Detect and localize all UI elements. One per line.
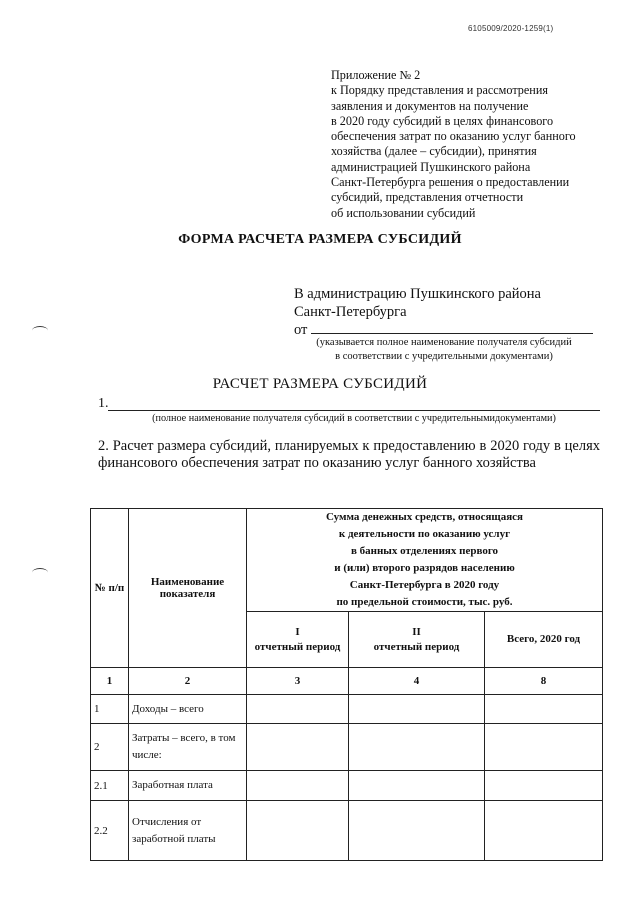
row-name: Доходы – всего bbox=[129, 695, 247, 724]
item1-fill-line[interactable] bbox=[108, 410, 600, 411]
from-label: от bbox=[294, 322, 308, 338]
annex-line: заявления и документов на получение bbox=[331, 98, 529, 113]
sum-header-line: в банных отделениях первого bbox=[350, 545, 499, 557]
item1-note: (полное наименование получателя субсидий в соответствии с учредительнымидокументами) bbox=[152, 413, 556, 424]
sum-header-line: Санкт-Петербурга в 2020 году bbox=[349, 579, 500, 591]
annex-line: обеспечения затрат по оказанию услуг банного bbox=[331, 129, 576, 144]
annex-line: Приложение № 2 bbox=[331, 68, 421, 82]
value-cell[interactable] bbox=[349, 695, 485, 724]
row-name: Затраты – всего, в том числе: bbox=[129, 724, 247, 771]
annex-line: в 2020 году субсидий в целях финансового bbox=[331, 113, 554, 128]
row-number: 1 bbox=[91, 695, 129, 724]
annex-line: об использовании субсидий bbox=[331, 205, 476, 220]
value-cell[interactable] bbox=[349, 801, 485, 861]
value-cell[interactable] bbox=[247, 771, 349, 801]
address-line: В администрацию Пушкинского района bbox=[294, 286, 541, 302]
annex-line: хозяйства (далее – субсидии), принятия bbox=[331, 144, 537, 159]
value-cell[interactable] bbox=[349, 724, 485, 771]
sum-header-line: к деятельности по оказанию услуг bbox=[338, 528, 511, 540]
sum-header-line: по предельной стоимости, тыс. руб. bbox=[336, 596, 513, 608]
header-name: Наименование показателя bbox=[129, 509, 247, 668]
period-roman: II bbox=[412, 625, 421, 638]
period-label: отчетный период bbox=[373, 640, 460, 653]
row-number: 2.1 bbox=[91, 771, 129, 801]
col-number: 8 bbox=[485, 668, 603, 695]
col-number: 3 bbox=[247, 668, 349, 695]
value-cell[interactable] bbox=[247, 801, 349, 861]
value-cell[interactable] bbox=[247, 724, 349, 771]
annex-line: Санкт-Петербурга решения о предоставлении bbox=[331, 175, 570, 190]
period-roman: I bbox=[295, 625, 300, 638]
item2-paragraph: 2. Расчет размера субсидий, планируемых к предоставлению в 2020 году в целях финансового обеспечения затрат по оказанию услуг банного хозяйства bbox=[98, 438, 600, 471]
row-number: 2.2 bbox=[91, 801, 129, 861]
sum-header-line: Сумма денежных средств, относящаяся bbox=[325, 511, 524, 523]
address-note bbox=[294, 336, 594, 364]
col-number: 2 bbox=[129, 668, 247, 695]
address-block bbox=[294, 285, 593, 339]
value-cell[interactable] bbox=[485, 695, 603, 724]
punch-hole-mark bbox=[32, 326, 48, 335]
punch-hole-mark bbox=[32, 568, 48, 577]
address-line: Санкт-Петербурга bbox=[294, 304, 407, 320]
header-period-2 bbox=[349, 612, 485, 668]
header-period-1 bbox=[247, 612, 349, 668]
table-row bbox=[91, 724, 603, 771]
value-cell[interactable] bbox=[349, 771, 485, 801]
row-number: 2 bbox=[91, 724, 129, 771]
annex-line: к Порядку представления и рассмотрения bbox=[331, 83, 548, 98]
annex-header bbox=[331, 68, 631, 221]
note-line: (указывается полное наименование получателя субсидий bbox=[316, 337, 572, 348]
table-row bbox=[91, 771, 603, 801]
annex-line: администрацией Пушкинского района bbox=[331, 159, 531, 174]
recipient-name-field[interactable] bbox=[311, 321, 593, 334]
row-name: Отчисления от заработной платы bbox=[129, 801, 247, 861]
col-number: 4 bbox=[349, 668, 485, 695]
header-total: Всего, 2020 год bbox=[485, 612, 603, 668]
col-number: 1 bbox=[91, 668, 129, 695]
value-cell[interactable] bbox=[485, 801, 603, 861]
value-cell[interactable] bbox=[485, 724, 603, 771]
document-id: 6105009/2020-1259(1) bbox=[468, 24, 554, 33]
table-row bbox=[91, 695, 603, 724]
value-cell[interactable] bbox=[247, 695, 349, 724]
annex-line: субсидий, представления отчетности bbox=[331, 190, 524, 205]
form-title: ФОРМА РАСЧЕТА РАЗМЕРА СУБСИДИЙ bbox=[178, 232, 462, 247]
item1-number: 1. bbox=[98, 396, 109, 411]
calculation-title: РАСЧЕТ РАЗМЕРА СУБСИДИЙ bbox=[212, 376, 428, 392]
row-name: Заработная плата bbox=[129, 771, 247, 801]
note-line: в соответствии с учредительными документами) bbox=[335, 351, 553, 362]
header-sum bbox=[247, 509, 603, 612]
header-num: № п/п bbox=[91, 509, 129, 668]
period-label: отчетный период bbox=[254, 640, 341, 653]
table-row bbox=[91, 801, 603, 861]
subsidy-table bbox=[90, 508, 603, 861]
value-cell[interactable] bbox=[485, 771, 603, 801]
sum-header-line: и (или) второго разрядов населению bbox=[334, 562, 515, 574]
